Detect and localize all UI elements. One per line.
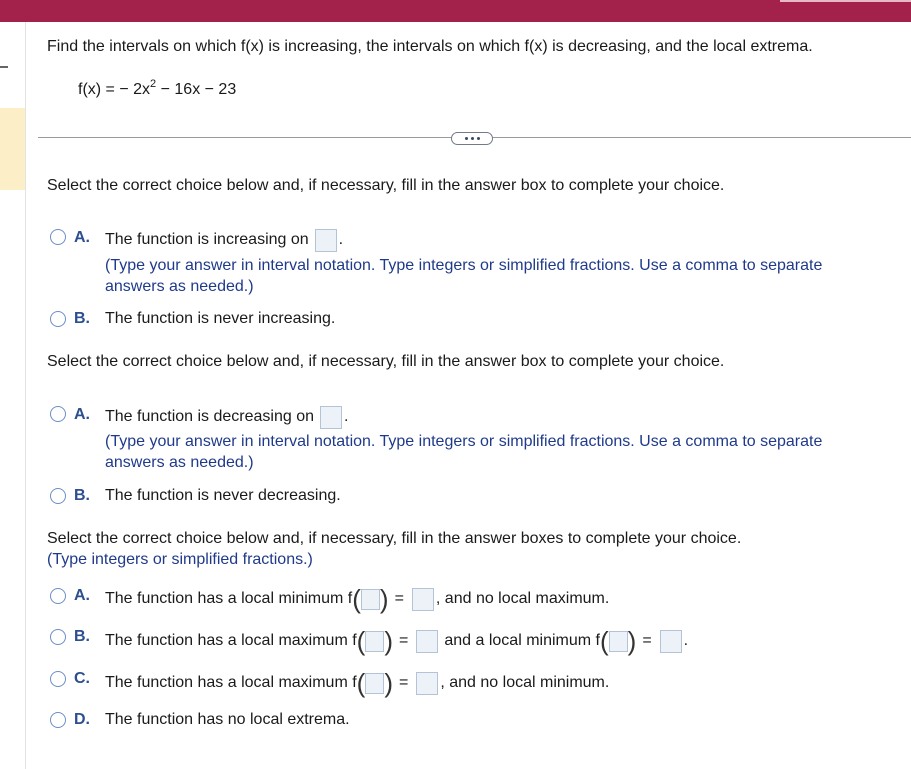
part3-choice-a-text	[105, 586, 609, 612]
left-panel-border	[25, 22, 26, 769]
paren-open: (	[356, 626, 366, 656]
paren-open: (	[599, 626, 609, 656]
part3-choice-a-post: , and no local maximum.	[435, 590, 610, 607]
part2-decreasing-answer-box[interactable]	[320, 406, 342, 429]
part2-choice-b-letter: B.	[74, 487, 90, 504]
part1-hint-line2: answers as needed.)	[105, 278, 254, 295]
part2-hint-line1: (Type your answer in interval notation. Type integers or simplified fractions. Use a comma to separate	[105, 433, 823, 450]
part2-choice-a-radio[interactable]	[50, 406, 66, 422]
part1-choice-b-radio[interactable]	[50, 311, 66, 327]
part3-b-max-x-box[interactable]	[365, 631, 384, 652]
part3-choice-b-mid: and a local minimum f	[444, 632, 600, 649]
paren-open: (	[352, 584, 361, 614]
part3-hint: (Type integers or simplified fractions.)	[47, 551, 313, 568]
part3-choice-c-pre: The function has a local maximum f	[105, 674, 357, 691]
part3-c-max-value-box[interactable]	[416, 672, 438, 695]
part3-b-max-value-box[interactable]	[416, 630, 438, 653]
function-definition	[78, 80, 236, 101]
part1-choice-a-text	[105, 228, 343, 252]
part3-choice-b-letter: B.	[74, 628, 90, 645]
paren-open: (	[356, 668, 366, 698]
top-bar	[0, 0, 911, 22]
part1-choice-b-text: The function is never increasing.	[105, 310, 336, 327]
top-bar-accent	[780, 0, 911, 2]
part3-choice-d-letter: D.	[74, 711, 90, 728]
part1-hint-line1: (Type your answer in interval notation. Type integers or simplified fractions. Use a comma to separate	[105, 257, 823, 274]
part3-choice-b-radio[interactable]	[50, 629, 66, 645]
part3-a-min-x-box[interactable]	[361, 589, 380, 610]
question-prompt: Find the intervals on which f(x) is increasing, the intervals on which f(x) is decreasing, and the local extrema.	[47, 38, 813, 55]
part3-choice-a-letter: A.	[74, 587, 90, 604]
part2-choice-b-text: The function is never decreasing.	[105, 487, 341, 504]
ellipsis-dot	[471, 137, 474, 140]
function-base: f(x) = − 2x	[78, 81, 151, 98]
part2-choice-a-letter: A.	[74, 406, 90, 423]
part3-c-max-x-box[interactable]	[365, 673, 384, 694]
part1-choice-a-radio[interactable]	[50, 229, 66, 245]
part1-increasing-answer-box[interactable]	[315, 229, 337, 252]
paren-close: )	[627, 626, 637, 656]
equals-sign: =	[642, 632, 652, 649]
part2-choice-a-label: The function is decreasing on	[105, 408, 315, 425]
part2-choice-a-period: .	[344, 408, 349, 425]
paren-close: )	[384, 668, 394, 698]
equals-sign: =	[399, 674, 409, 691]
part1-choice-b-letter: B.	[74, 310, 90, 327]
part3-a-min-value-box[interactable]	[412, 588, 434, 611]
part3-choice-d-text: The function has no local extrema.	[105, 711, 350, 728]
left-panel-tick	[0, 66, 8, 68]
function-exponent: 2	[150, 78, 157, 90]
part3-choice-b-pre: The function has a local maximum f	[105, 632, 357, 649]
part3-instruction: Select the correct choice below and, if necessary, fill in the answer boxes to complete your choice.	[47, 530, 742, 547]
part1-choice-a-period: .	[338, 231, 344, 248]
part1-instruction: Select the correct choice below and, if necessary, fill in the answer box to complete your choice.	[47, 177, 725, 194]
paren-close: )	[379, 584, 389, 614]
ellipsis-icon	[465, 137, 468, 140]
part3-choice-a-radio[interactable]	[50, 588, 66, 604]
ellipsis-dot	[477, 137, 480, 140]
part3-choice-b-text	[105, 628, 688, 654]
part3-choice-d-radio[interactable]	[50, 712, 66, 728]
part3-choice-c-radio[interactable]	[50, 671, 66, 687]
equals-sign: =	[394, 590, 404, 607]
show-more-button[interactable]	[451, 132, 493, 145]
left-panel-highlight	[0, 108, 25, 190]
part2-hint-line2: answers as needed.)	[105, 454, 254, 471]
equals-sign: =	[399, 632, 409, 649]
part2-choice-a-text	[105, 405, 348, 429]
part3-b-min-value-box[interactable]	[660, 630, 682, 653]
part1-choice-a-letter: A.	[74, 229, 90, 246]
part2-instruction: Select the correct choice below and, if necessary, fill in the answer box to complete your choice.	[47, 353, 725, 370]
function-rest: − 16x − 23	[156, 81, 237, 98]
part2-choice-b-radio[interactable]	[50, 488, 66, 504]
part3-b-min-x-box[interactable]	[609, 631, 628, 652]
part3-choice-c-post: , and no local minimum.	[440, 674, 610, 691]
part1-choice-a-label: The function is increasing on	[105, 231, 309, 248]
part3-choice-b-post: .	[683, 632, 689, 649]
part3-choice-c-text	[105, 670, 609, 696]
paren-close: )	[384, 626, 394, 656]
part3-choice-c-letter: C.	[74, 670, 90, 687]
part3-choice-a-pre: The function has a local minimum f	[105, 590, 353, 607]
